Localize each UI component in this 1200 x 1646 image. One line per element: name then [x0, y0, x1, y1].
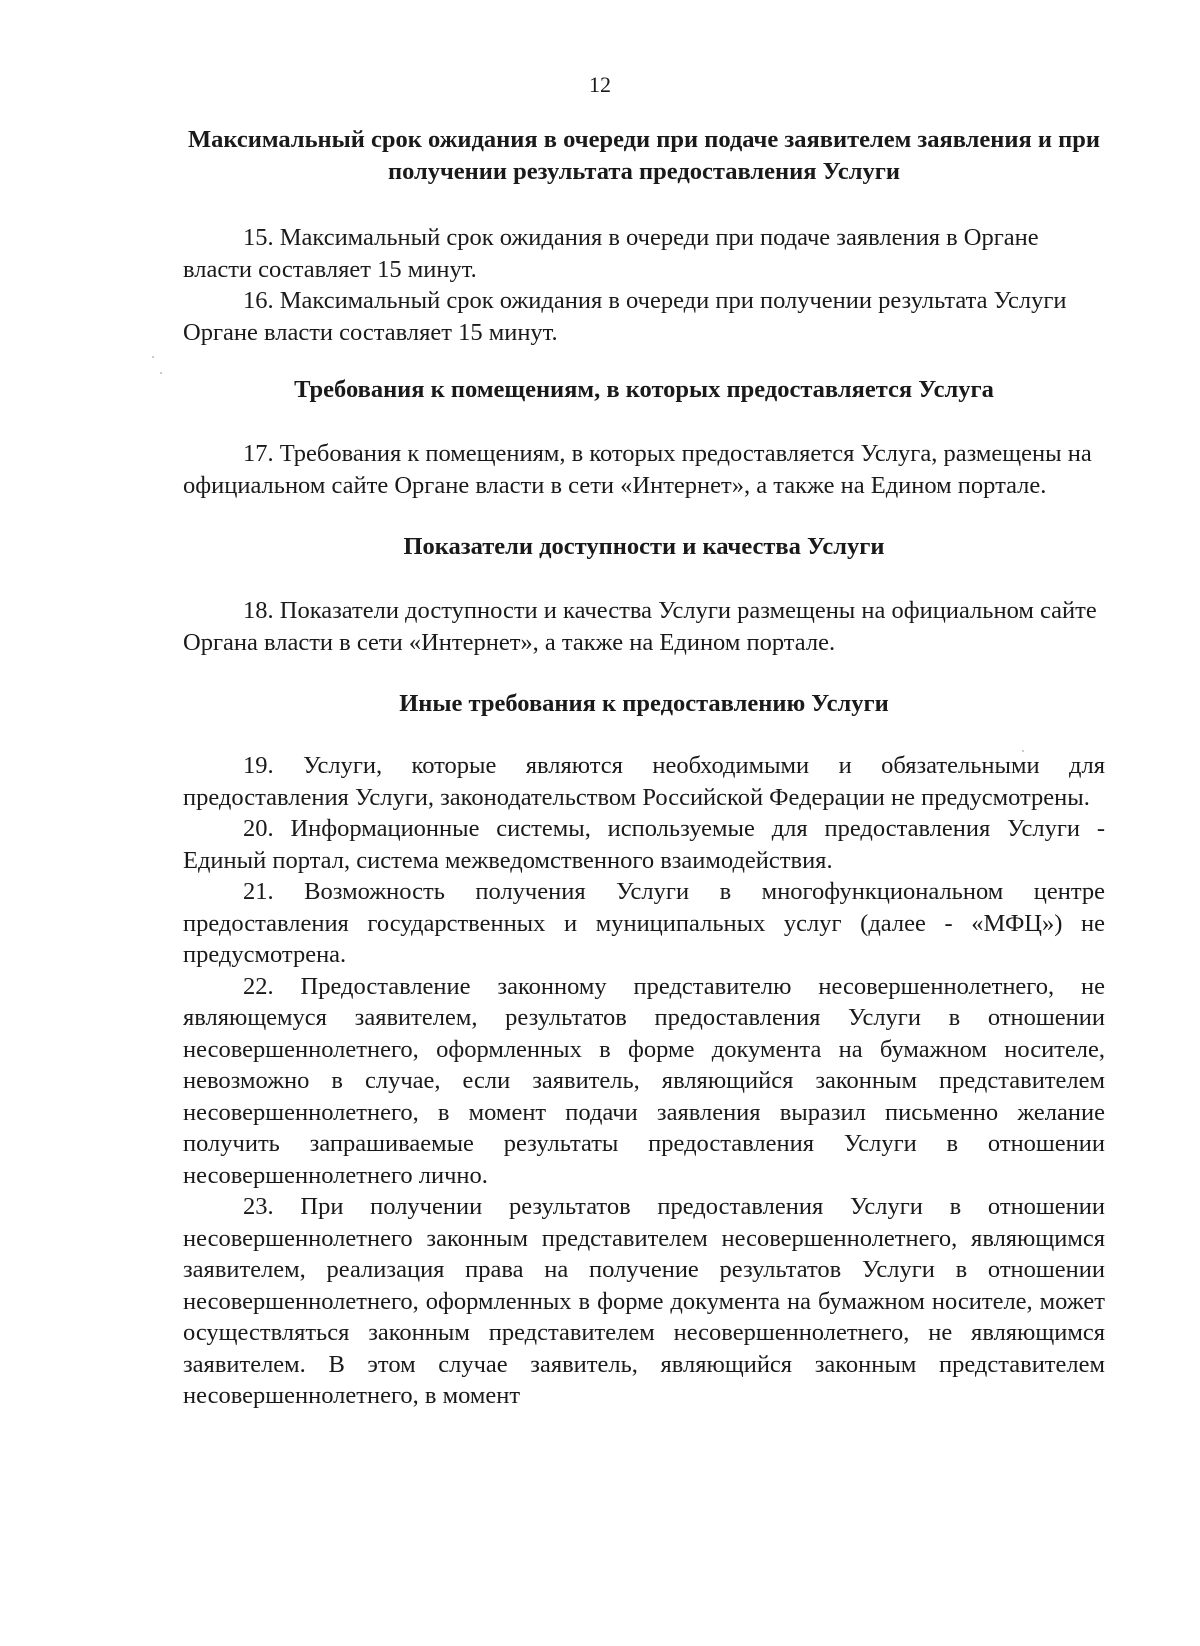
section-heading-other-requirements: Иные требования к предоставлению Услуги [399, 690, 889, 717]
section-heading-accessibility: Показатели доступности и качества Услуги [403, 533, 885, 560]
paragraph-22: 22. Предоставление законному представителю несовершеннолетнего, не являющемуся заявителем, результатов предоставления Услуги в отношении несовершеннолетнего, оформленных в форме документа на бумажном носителе, невозможно в случае, если заявитель, являющийся законным представителем несовершеннолетнего, в момент подачи заявления выразил письменно желание получить запрашиваемые результаты предоставления Услуги в отношении несовершеннолетнего лично. [183, 972, 1105, 1189]
paragraph-21: 21. Возможность получения Услуги в многофункциональном центре предоставления государственных и муниципальных услуг (далее - «МФЦ») не предусмотрена. [183, 878, 1105, 968]
scan-artifact [160, 372, 162, 374]
paragraph-17: 17. Требования к помещениям, в которых предоставляется Услуга, размещены на официальном сайте Органе власти в сети «Интернет», а также на Едином портале. [183, 440, 1092, 499]
scan-artifact [152, 356, 154, 358]
paragraph-16: 16. Максимальный срок ожидания в очереди при получении результата Услуги Органе власти составляет 15 минут. [183, 287, 1067, 346]
document-body [183, 124, 1105, 1412]
section-heading-queue-time: Максимальный срок ожидания в очереди при подаче заявителем заявления и при получении результата предоставления Услуги [187, 126, 1101, 185]
scan-artifact [1022, 750, 1024, 752]
paragraph-15: 15. Максимальный срок ожидания в очереди при подаче заявления в Органе власти составляет 15 минут. [183, 224, 1039, 283]
section-heading-premises: Требования к помещениям, в которых предоставляется Услуга [294, 376, 994, 403]
paragraph-20: 20. Информационные системы, используемые для предоставления Услуги - Единый портал, система межведомственного взаимодействия. [183, 815, 1105, 874]
paragraph-23: 23. При получении результатов предоставления Услуги в отношении несовершеннолетнего законным представителем несовершеннолетнего, являющимся заявителем, реализация права на получение результатов Услуги в отношении несовершеннолетнего, оформленных в форме документа на бумажном носителе, может осуществляться законным представителем несовершеннолетнего, не являющимся заявителем. В этом случае заявитель, являющийся законным представителем несовершеннолетнего, в момент [183, 1193, 1105, 1409]
paragraph-18: 18. Показатели доступности и качества Услуги размещены на официальном сайте Органа власти в сети «Интернет», а также на Едином портале. [183, 597, 1097, 656]
page-number: 12 [589, 72, 611, 97]
paragraph-19: 19. Услуги, которые являются необходимыми и обязательными для предоставления Услуги, законодательством Российской Федерации не предусмотрены. [183, 752, 1105, 811]
